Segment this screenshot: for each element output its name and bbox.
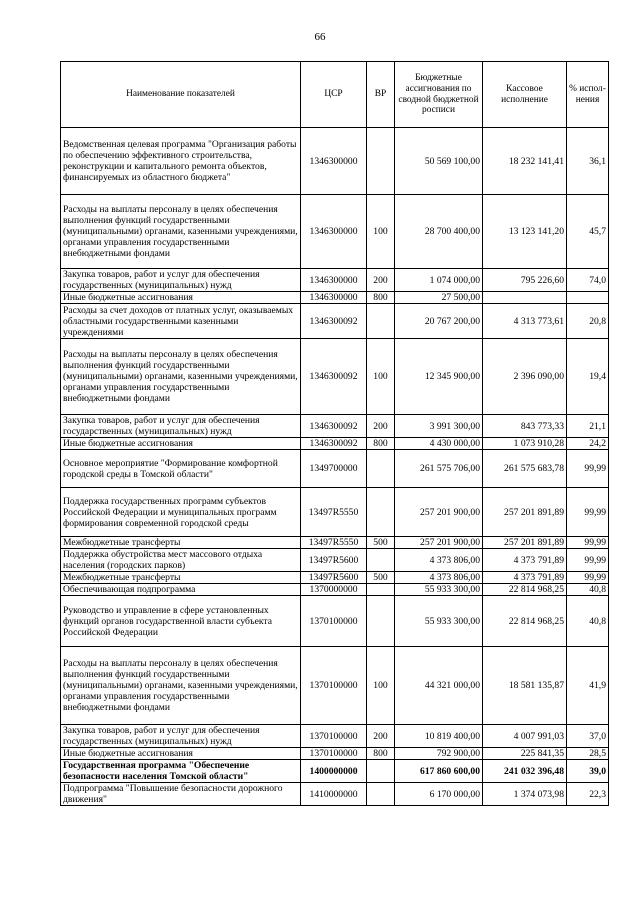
table-row <box>61 195 609 269</box>
row-vr <box>367 128 395 195</box>
row-cash: 257 201 891,89 <box>483 537 567 549</box>
row-cash: 1 374 073,98 <box>483 783 567 806</box>
row-cash: 22 814 968,25 <box>483 596 567 647</box>
table-row <box>61 292 609 304</box>
row-budget: 12 345 900,00 <box>395 339 483 415</box>
row-csr: 1346300000 <box>301 195 367 269</box>
row-name: Поддержка обустройства мест массового отдыха населения (городских парков) <box>61 549 301 572</box>
row-cash: 843 773,33 <box>483 415 567 438</box>
row-cash: 18 232 141,41 <box>483 128 567 195</box>
row-budget: 617 860 600,00 <box>395 760 483 783</box>
row-budget: 20 767 200,00 <box>395 304 483 339</box>
table-row <box>61 584 609 596</box>
row-budget: 1 074 000,00 <box>395 269 483 292</box>
row-vr: 800 <box>367 292 395 304</box>
row-cash: 13 123 141,20 <box>483 195 567 269</box>
row-csr: 13497R5600 <box>301 549 367 572</box>
row-vr <box>367 549 395 572</box>
row-pct: 24,2 <box>567 438 609 450</box>
row-name: Иные бюджетные ассигнования <box>61 292 301 304</box>
row-vr <box>367 783 395 806</box>
table-row <box>61 725 609 748</box>
row-vr: 800 <box>367 748 395 760</box>
row-csr: 1346300092 <box>301 304 367 339</box>
row-csr: 1346300092 <box>301 339 367 415</box>
row-pct: 99,99 <box>567 450 609 488</box>
row-vr <box>367 304 395 339</box>
row-csr: 1410000000 <box>301 783 367 806</box>
row-pct: 22,3 <box>567 783 609 806</box>
row-vr: 200 <box>367 725 395 748</box>
row-csr: 1370100000 <box>301 725 367 748</box>
table-row <box>61 760 609 783</box>
row-csr: 1370100000 <box>301 596 367 647</box>
row-cash: 241 032 396,48 <box>483 760 567 783</box>
row-cash: 4 313 773,61 <box>483 304 567 339</box>
row-cash: 795 226,60 <box>483 269 567 292</box>
row-csr: 1370100000 <box>301 647 367 725</box>
table-row <box>61 339 609 415</box>
row-cash: 4 373 791,89 <box>483 572 567 584</box>
row-vr: 100 <box>367 647 395 725</box>
row-name: Иные бюджетные ассигнования <box>61 748 301 760</box>
row-name: Межбюджетные трансферты <box>61 572 301 584</box>
row-csr: 13497R5550 <box>301 537 367 549</box>
table-row <box>61 537 609 549</box>
row-csr: 1346300000 <box>301 128 367 195</box>
budget-execution-table <box>60 61 609 806</box>
header-cash: Кассовое исполнение <box>483 62 567 128</box>
row-cash: 4 373 791,89 <box>483 549 567 572</box>
row-csr: 13497R5550 <box>301 488 367 537</box>
header-row <box>61 62 609 128</box>
row-budget: 261 575 706,00 <box>395 450 483 488</box>
row-pct: 28,5 <box>567 748 609 760</box>
row-pct: 39,0 <box>567 760 609 783</box>
table-row <box>61 128 609 195</box>
row-name: Ведомственная целевая программа "Организация работы по обеспечению эффективного строительства, реконструкции и капитального ремонта объектов, финансируемых из областного бюджета" <box>61 128 301 195</box>
row-csr: 1346300000 <box>301 292 367 304</box>
row-name: Расходы на выплаты персоналу в целях обеспечения выполнения функций государственными (муниципальными) органами, казенными учреждениями, органами управления государственными внебюджетными фондами <box>61 339 301 415</box>
row-name: Иные бюджетные ассигнования <box>61 438 301 450</box>
header-vr: ВР <box>367 62 395 128</box>
row-budget: 44 321 000,00 <box>395 647 483 725</box>
header-pct: % испол-нения <box>567 62 609 128</box>
row-vr <box>367 450 395 488</box>
table-row <box>61 549 609 572</box>
table-row <box>61 438 609 450</box>
row-vr: 100 <box>367 195 395 269</box>
row-budget: 28 700 400,00 <box>395 195 483 269</box>
row-csr: 1346300000 <box>301 269 367 292</box>
row-csr: 1400000000 <box>301 760 367 783</box>
row-name: Закупка товаров, работ и услуг для обеспечения государственных (муниципальных) нужд <box>61 415 301 438</box>
row-budget: 27 500,00 <box>395 292 483 304</box>
table-row <box>61 596 609 647</box>
row-budget: 257 201 900,00 <box>395 488 483 537</box>
row-vr: 100 <box>367 339 395 415</box>
row-name: Расходы на выплаты персоналу в целях обеспечения выполнения функций государственными (муниципальными) органами, казенными учреждениями, органами управления государственными внебюджетными фондами <box>61 647 301 725</box>
row-pct: 41,9 <box>567 647 609 725</box>
row-vr: 500 <box>367 572 395 584</box>
row-cash: 1 073 910,28 <box>483 438 567 450</box>
row-name: Обеспечивающая подпрограмма <box>61 584 301 596</box>
row-csr: 1370000000 <box>301 584 367 596</box>
row-name: Расходы на выплаты персоналу в целях обеспечения выполнения функций государственными (муниципальными) органами, казенными учреждениями, органами управления государственными внебюджетными фондами <box>61 195 301 269</box>
row-name: Основное мероприятие "Формирование комфортной городской среды в Томской области" <box>61 450 301 488</box>
row-budget: 55 933 300,00 <box>395 584 483 596</box>
table-row <box>61 304 609 339</box>
row-cash: 225 841,35 <box>483 748 567 760</box>
row-vr: 200 <box>367 415 395 438</box>
row-budget: 55 933 300,00 <box>395 596 483 647</box>
row-budget: 10 819 400,00 <box>395 725 483 748</box>
row-vr <box>367 596 395 647</box>
row-csr: 1349700000 <box>301 450 367 488</box>
row-pct <box>567 292 609 304</box>
row-csr: 1346300092 <box>301 415 367 438</box>
row-pct: 99,99 <box>567 572 609 584</box>
table-row <box>61 415 609 438</box>
header-csr: ЦСР <box>301 62 367 128</box>
row-vr <box>367 760 395 783</box>
row-pct: 19,4 <box>567 339 609 415</box>
row-csr: 1346300092 <box>301 438 367 450</box>
row-pct: 37,0 <box>567 725 609 748</box>
header-name: Наименование показателей <box>61 62 301 128</box>
row-budget: 792 900,00 <box>395 748 483 760</box>
row-vr: 500 <box>367 537 395 549</box>
row-csr: 1370100000 <box>301 748 367 760</box>
row-pct: 99,99 <box>567 537 609 549</box>
row-budget: 50 569 100,00 <box>395 128 483 195</box>
row-name: Закупка товаров, работ и услуг для обеспечения государственных (муниципальных) нужд <box>61 725 301 748</box>
row-name: Межбюджетные трансферты <box>61 537 301 549</box>
row-cash <box>483 292 567 304</box>
row-pct: 20,8 <box>567 304 609 339</box>
table-row <box>61 748 609 760</box>
row-name: Расходы за счет доходов от платных услуг, оказываемых областными государственными казенными учреждениями <box>61 304 301 339</box>
table-row <box>61 488 609 537</box>
row-cash: 257 201 891,89 <box>483 488 567 537</box>
row-name: Руководство и управление в сфере установленных функций органов государственной власти субъекта Российской Федерации <box>61 596 301 647</box>
row-budget: 257 201 900,00 <box>395 537 483 549</box>
row-budget: 4 373 806,00 <box>395 549 483 572</box>
row-vr: 800 <box>367 438 395 450</box>
row-pct: 99,99 <box>567 549 609 572</box>
row-pct: 36,1 <box>567 128 609 195</box>
row-cash: 18 581 135,87 <box>483 647 567 725</box>
row-name: Поддержка государственных программ субъектов Российской Федерации и муниципальных программ формирования современной городской среды <box>61 488 301 537</box>
row-cash: 22 814 968,25 <box>483 584 567 596</box>
row-name: Подпрограмма "Повышение безопасности дорожного движения" <box>61 783 301 806</box>
page-number: 66 <box>314 31 326 43</box>
row-cash: 261 575 683,78 <box>483 450 567 488</box>
row-cash: 4 007 991,03 <box>483 725 567 748</box>
row-vr <box>367 488 395 537</box>
row-budget: 4 430 000,00 <box>395 438 483 450</box>
row-vr <box>367 584 395 596</box>
header-budget: Бюджетные ассигнования по сводной бюджетной росписи <box>395 62 483 128</box>
row-pct: 40,8 <box>567 596 609 647</box>
table-row <box>61 269 609 292</box>
row-pct: 21,1 <box>567 415 609 438</box>
table-row <box>61 572 609 584</box>
row-name: Закупка товаров, работ и услуг для обеспечения государственных (муниципальных) нужд <box>61 269 301 292</box>
row-pct: 74,0 <box>567 269 609 292</box>
row-name: Государственная программа "Обеспечение безопасности населения Томской области" <box>61 760 301 783</box>
row-pct: 99,99 <box>567 488 609 537</box>
table-row <box>61 647 609 725</box>
row-vr: 200 <box>367 269 395 292</box>
row-budget: 3 991 300,00 <box>395 415 483 438</box>
row-cash: 2 396 090,00 <box>483 339 567 415</box>
row-pct: 45,7 <box>567 195 609 269</box>
row-budget: 4 373 806,00 <box>395 572 483 584</box>
row-csr: 13497R5600 <box>301 572 367 584</box>
table-row <box>61 783 609 806</box>
table-row <box>61 450 609 488</box>
row-budget: 6 170 000,00 <box>395 783 483 806</box>
row-pct: 40,8 <box>567 584 609 596</box>
